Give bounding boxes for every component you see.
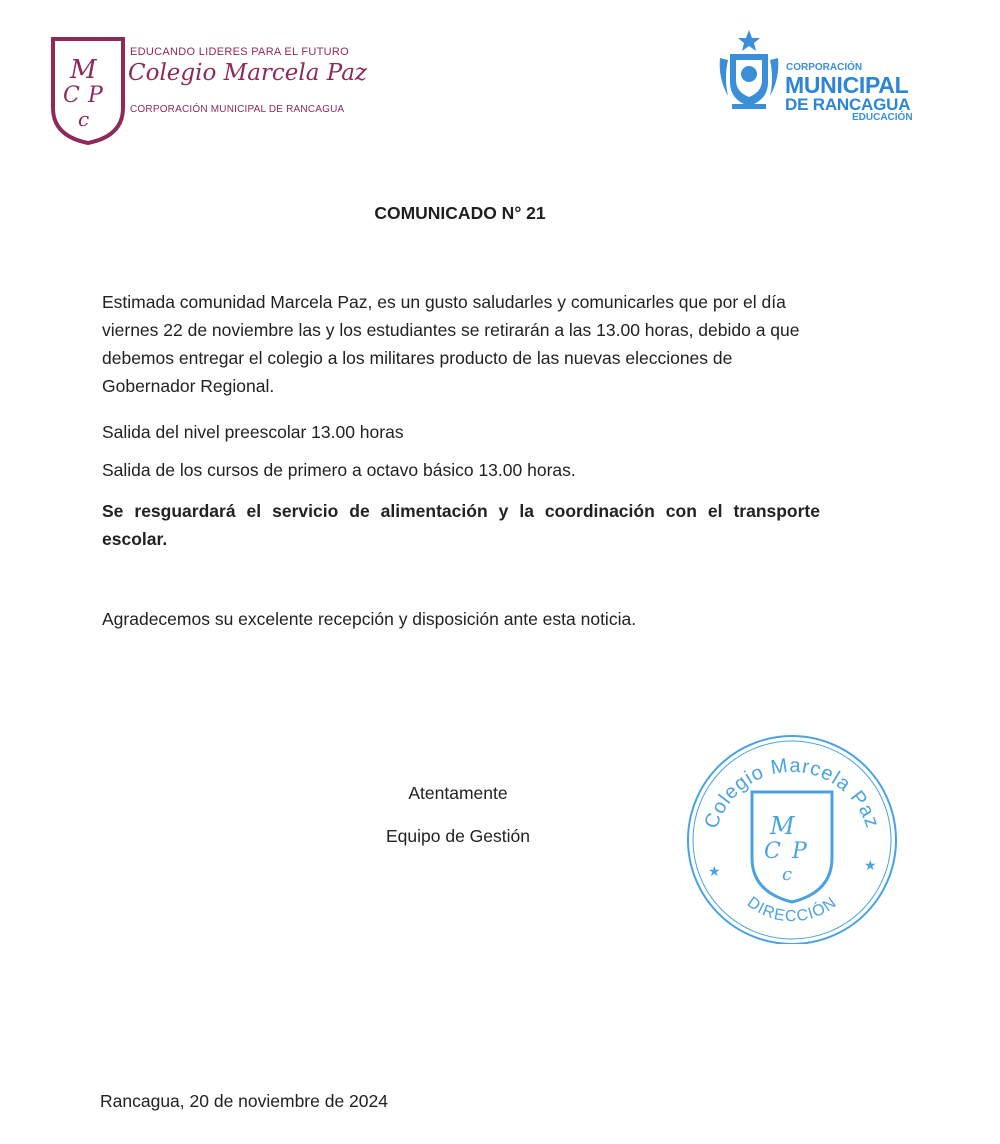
school-name: Colegio Marcela Paz (128, 60, 368, 86)
corporation-label: CORPORACIÓN (786, 62, 863, 73)
paragraph-intro: Estimada comunidad Marcela Paz, es un gusto saludarles y comunicarles que por el día viernes 22 de noviembre las y los estudiantes se retirarán a las 13.00 horas, debido a que debemos entregar el colegio a los militares producto de las nuevas elecciones de Gobernador Regional. (102, 292, 800, 396)
corporation-municipal: MUNICIPAL (785, 72, 909, 98)
stamp-arc-top: Colegio Marcela Paz (700, 754, 884, 832)
date-line: Rancagua, 20 de noviembre de 2024 (100, 1091, 388, 1111)
corporation-rancagua: DE RANCAGUA (785, 95, 911, 114)
stamp-arc-bottom: DIRECCIÓN (743, 893, 841, 926)
svg-text:c: c (78, 107, 90, 131)
svg-text:DIRECCIÓN (744, 894, 840, 925)
school-shield-icon (50, 36, 126, 146)
corporation-education: EDUCACIÓN (852, 112, 913, 123)
closing-salutation: Atentamente (408, 783, 508, 803)
paragraph-preschool-exit: Salida del nivel preescolar 13.00 horas (102, 422, 404, 442)
rancagua-emblem-icon (716, 28, 782, 112)
school-logo (50, 36, 370, 148)
stamp-letter-p: P (792, 839, 807, 864)
closing-signature: Equipo de Gestión (386, 826, 530, 846)
shield-letter-m: M (70, 55, 97, 85)
school-motto: EDUCANDO LIDERES PARA EL FUTURO (130, 46, 349, 58)
svg-text:★: ★ (864, 857, 877, 873)
direction-stamp (678, 730, 904, 944)
school-corporation: CORPORACIÓN MUNICIPAL DE RANCAGUA (130, 104, 345, 115)
stamp-letter-c: C (764, 839, 781, 864)
stamp-seal-icon (678, 730, 904, 944)
paragraph-basic-exit: Salida de los cursos de primero a octavo básico 13.00 horas. (102, 460, 576, 480)
paragraph-thanks: Agradecemos su excelente recepción y disposición ante esta noticia. (102, 609, 637, 629)
corporation-logo (716, 28, 926, 128)
paragraph-services-notice: Se resguardará el servicio de alimentación y la coordinación con el transporte escolar. (102, 501, 820, 549)
svg-text:★: ★ (708, 863, 721, 879)
shield-letter-c: C (63, 83, 80, 108)
stamp-letter-m: M (770, 812, 795, 840)
svg-text:c: c (782, 864, 793, 885)
document-title: COMUNICADO N° 21 (374, 203, 546, 223)
shield-letter-p: P (88, 83, 103, 108)
